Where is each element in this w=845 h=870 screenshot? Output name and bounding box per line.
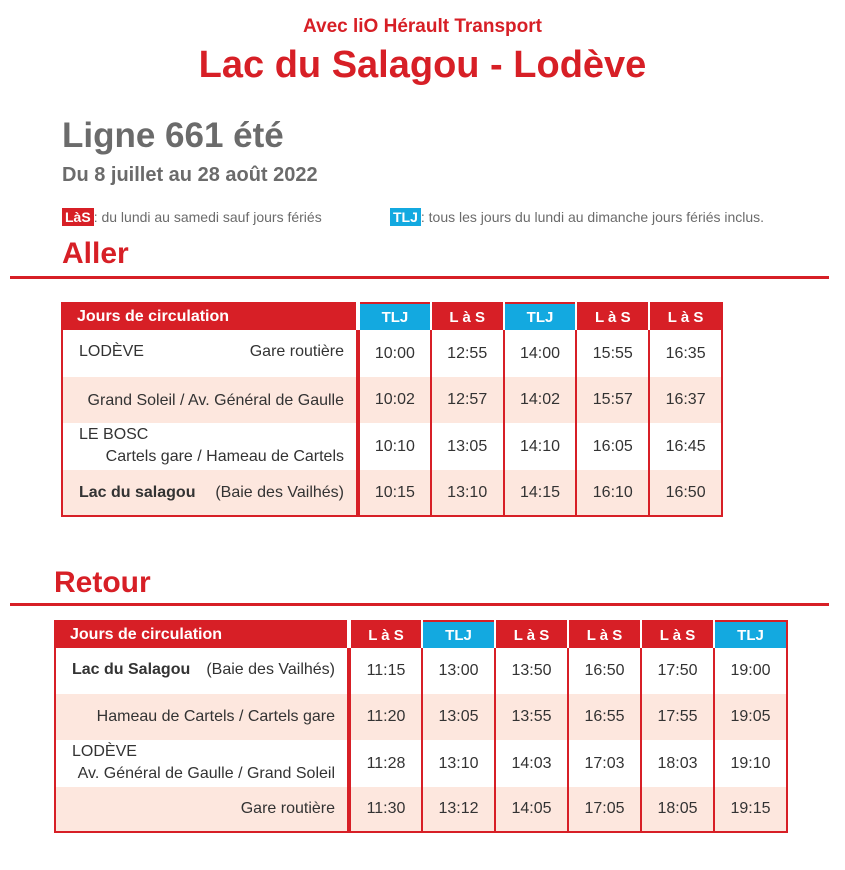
stop-cell (62, 330, 358, 377)
operator-subtitle: Avec liO Hérault Transport (303, 16, 542, 37)
tlj-text: : tous les jours du lundi au dimanche jours fériés inclus. (420, 209, 765, 225)
stop-town: LODÈVE (79, 343, 144, 360)
time-cell: 19:15 (714, 787, 787, 832)
stop-cell (62, 470, 358, 516)
table-row (62, 470, 722, 516)
time-cell: 16:05 (576, 423, 649, 470)
aller-day-header: TLJ (358, 303, 431, 330)
aller-day-header: L à S (576, 303, 649, 330)
time-cell: 16:45 (649, 423, 722, 470)
time-cell: 13:05 (422, 694, 495, 740)
time-cell: 12:57 (431, 377, 504, 423)
table-row (55, 648, 787, 694)
time-cell: 11:30 (349, 787, 422, 832)
retour-heading: Retour (54, 566, 151, 599)
aller-timetable (61, 302, 723, 517)
aller-header-row (62, 303, 722, 330)
time-cell: 11:15 (349, 648, 422, 694)
retour-day-header: L à S (568, 621, 641, 648)
stop-cell (62, 423, 358, 470)
time-cell: 13:05 (431, 423, 504, 470)
aller-days-label: Jours de circulation (62, 303, 358, 330)
time-cell: 17:03 (568, 740, 641, 787)
stop-cell (55, 648, 349, 694)
time-cell: 10:15 (358, 470, 431, 516)
time-cell: 11:20 (349, 694, 422, 740)
stop-detail: (Baie des Vailhés) (206, 661, 335, 678)
time-cell: 13:10 (431, 470, 504, 516)
tlj-badge: TLJ (390, 208, 421, 226)
time-cell: 12:55 (431, 330, 504, 377)
time-cell: 15:57 (576, 377, 649, 423)
validity-period: Du 8 juillet au 28 août 2022 (62, 164, 318, 186)
retour-day-header: L à S (641, 621, 714, 648)
time-cell: 18:03 (641, 740, 714, 787)
table-row (62, 377, 722, 423)
time-cell: 17:05 (568, 787, 641, 832)
time-cell: 18:05 (641, 787, 714, 832)
aller-day-header: L à S (431, 303, 504, 330)
time-cell: 14:05 (495, 787, 568, 832)
stop-cell (55, 787, 349, 832)
page-title: Lac du Salagou - Lodève (198, 44, 647, 86)
time-cell: 17:55 (641, 694, 714, 740)
aller-day-header: L à S (649, 303, 722, 330)
stop-town: LODÈVE (72, 743, 137, 760)
retour-timetable (54, 620, 788, 833)
time-cell: 16:50 (649, 470, 722, 516)
line-title: Ligne 661 été (62, 116, 284, 155)
time-cell: 14:02 (504, 377, 577, 423)
time-cell: 13:55 (495, 694, 568, 740)
time-cell: 13:00 (422, 648, 495, 694)
stop-detail: Gare routière (249, 343, 344, 360)
stop-town: Lac du Salagou (72, 661, 191, 678)
time-cell: 11:28 (349, 740, 422, 787)
stop-detail: Grand Soleil / Av. Général de Gaulle (87, 392, 344, 409)
time-cell: 16:50 (568, 648, 641, 694)
table-row (55, 740, 787, 787)
las-badge: LàS (62, 208, 94, 226)
stop-detail: (Baie des Vailhés) (215, 484, 344, 501)
retour-divider (10, 603, 829, 606)
aller-day-header: TLJ (504, 303, 577, 330)
table-row (55, 694, 787, 740)
time-cell: 16:55 (568, 694, 641, 740)
table-row (62, 423, 722, 470)
time-cell: 15:55 (576, 330, 649, 377)
time-cell: 16:10 (576, 470, 649, 516)
stop-cell (55, 740, 349, 787)
retour-day-header: TLJ (422, 621, 495, 648)
table-row (55, 787, 787, 832)
time-cell: 10:00 (358, 330, 431, 377)
stop-cell (62, 377, 358, 423)
time-cell: 14:03 (495, 740, 568, 787)
time-cell: 13:50 (495, 648, 568, 694)
time-cell: 16:37 (649, 377, 722, 423)
time-cell: 14:00 (504, 330, 577, 377)
time-cell: 13:10 (422, 740, 495, 787)
stop-detail: Gare routière (240, 800, 335, 817)
aller-heading: Aller (62, 237, 129, 270)
time-cell: 17:50 (641, 648, 714, 694)
aller-divider (10, 276, 829, 279)
time-cell: 13:12 (422, 787, 495, 832)
time-cell: 10:10 (358, 423, 431, 470)
stop-town: Lac du salagou (79, 484, 196, 501)
legend-tlj (390, 208, 764, 226)
time-cell: 14:10 (504, 423, 577, 470)
retour-day-header: L à S (349, 621, 422, 648)
stop-town: LE BOSC (79, 426, 149, 443)
las-text: : du lundi au samedi sauf jours fériés (93, 209, 322, 225)
retour-days-label: Jours de circulation (55, 621, 349, 648)
retour-day-header: L à S (495, 621, 568, 648)
time-cell: 19:00 (714, 648, 787, 694)
time-cell: 16:35 (649, 330, 722, 377)
time-cell: 19:10 (714, 740, 787, 787)
time-cell: 14:15 (504, 470, 577, 516)
legend-las (62, 208, 322, 226)
stop-detail: Cartels gare / Hameau de Cartels (105, 448, 344, 465)
time-cell: 10:02 (358, 377, 431, 423)
stop-detail: Hameau de Cartels / Cartels gare (96, 708, 335, 725)
retour-day-header: TLJ (714, 621, 787, 648)
retour-header-row (55, 621, 787, 648)
stop-detail: Av. Général de Gaulle / Grand Soleil (77, 765, 335, 782)
table-row (62, 330, 722, 377)
stop-cell (55, 694, 349, 740)
time-cell: 19:05 (714, 694, 787, 740)
